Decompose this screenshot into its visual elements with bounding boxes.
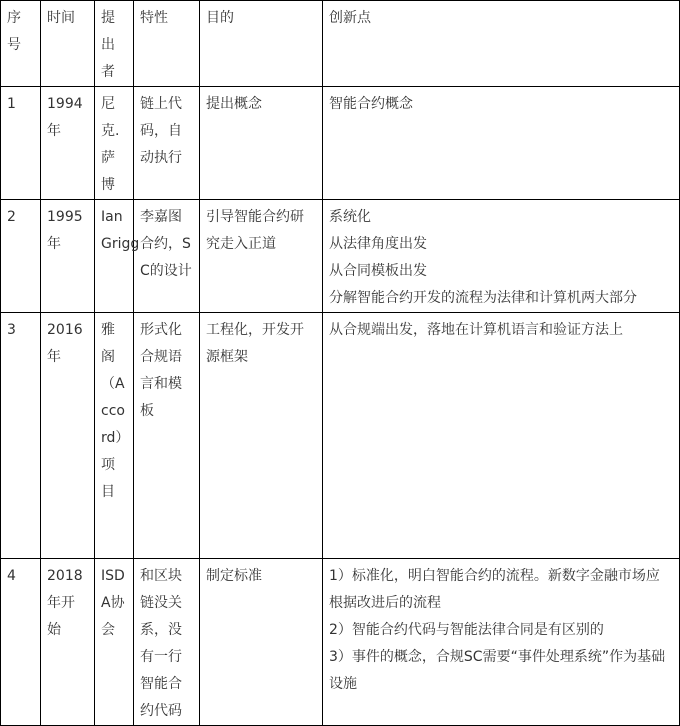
header-feature: 特性 <box>134 1 200 87</box>
cell-proposer: 尼克.萨博 <box>95 87 134 200</box>
cell-innovation <box>323 313 680 559</box>
header-proposer: 提出者 <box>95 1 134 87</box>
header-purpose: 目的 <box>200 1 323 87</box>
innovation-line: 智能合约概念 <box>329 96 413 112</box>
cell-innovation <box>323 87 680 200</box>
cell-purpose: 引导智能合约研究走入正道 <box>200 200 323 313</box>
header-innovation: 创新点 <box>323 1 680 87</box>
cell-no: 3 <box>1 313 41 559</box>
cell-proposer: 雅阁（Accord）项目 <box>95 313 134 559</box>
innovation-line: 3）事件的概念，合规SC需要“事件处理系统”作为基础设施 <box>329 649 666 692</box>
cell-feature: 链上代码，自动执行 <box>134 87 200 200</box>
innovation-line: 从合规端出发，落地在计算机语言和验证方法上 <box>329 322 623 338</box>
cell-innovation <box>323 559 680 726</box>
header-no: 序号 <box>1 1 41 87</box>
cell-time: 1995年 <box>41 200 95 313</box>
header-time: 时间 <box>41 1 95 87</box>
cell-feature: 李嘉图合约，SC的设计 <box>134 200 200 313</box>
cell-time: 2018年开始 <box>41 559 95 726</box>
innovation-line: 分解智能合约开发的流程为法律和计算机两大部分 <box>329 290 637 306</box>
cell-innovation <box>323 200 680 313</box>
cell-time: 1994年 <box>41 87 95 200</box>
innovation-line: 从法律角度出发 <box>329 236 427 252</box>
cell-time: 2016年 <box>41 313 95 559</box>
table-row <box>1 559 680 726</box>
table-row <box>1 313 680 559</box>
cell-purpose: 制定标准 <box>200 559 323 726</box>
innovation-line: 1）标准化，明白智能合约的流程。新数字金融市场应根据改进后的流程 <box>329 568 660 611</box>
innovation-line: 从合同模板出发 <box>329 263 427 279</box>
innovation-line: 2）智能合约代码与智能法律合同是有区别的 <box>329 622 604 638</box>
cell-no: 2 <box>1 200 41 313</box>
cell-no: 4 <box>1 559 41 726</box>
table-header-row <box>1 1 680 87</box>
table-row <box>1 87 680 200</box>
cell-proposer: ISDA协会 <box>95 559 134 726</box>
cell-feature: 和区块链没关系，没有一行智能合约代码 <box>134 559 200 726</box>
cell-purpose: 工程化，开发开源框架 <box>200 313 323 559</box>
cell-proposer: Ian Grigg <box>95 200 134 313</box>
cell-purpose: 提出概念 <box>200 87 323 200</box>
cell-feature: 形式化合规语言和模板 <box>134 313 200 559</box>
cell-no: 1 <box>1 87 41 200</box>
innovation-line: 系统化 <box>329 209 371 225</box>
table-row <box>1 200 680 313</box>
